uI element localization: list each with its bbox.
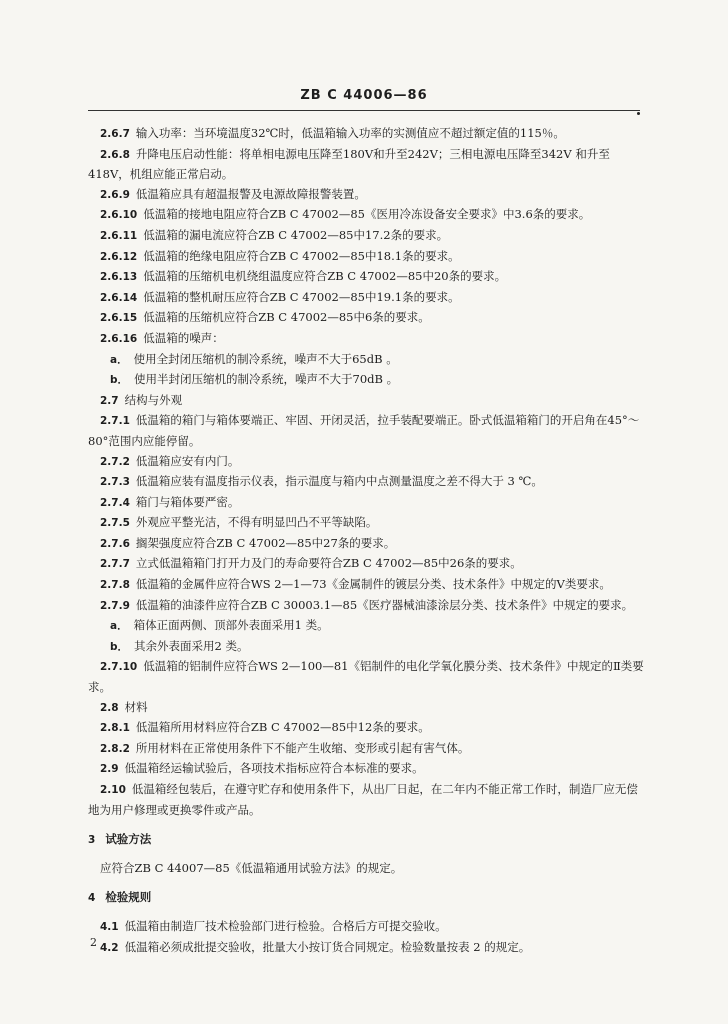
list-item: [88, 370, 644, 391]
clause-text: 低温箱经包装后，在遵守贮存和使用条件下，从出厂日起，在二年内不能正常工作时，制造厂应无偿地为用户修理或更换零件或产品。: [88, 782, 638, 817]
clause-paragraph: [88, 596, 644, 617]
clause-text: 低温箱的油漆件应符合ZB C 30003.1—85《医疗器械油漆涂层分类、技术条件》中规定的要求。: [135, 597, 634, 612]
clause-number: 2.6.7: [100, 128, 130, 140]
clause-text: 低温箱应装有温度指示仪表，指示温度与箱内中点测量温度之差不得大于 3 ℃。: [135, 474, 543, 489]
clause-number: 2.6.11: [100, 229, 138, 242]
chapter-title: 检验规则: [105, 890, 152, 905]
clause-text: 低温箱的金属件应符合WS 2—1—73《金属制件的镀层分类、技术条件》中规定的Ⅴ类要求。: [135, 577, 611, 592]
clause-text: 立式低温箱箱门打开力及门的寿命要符合ZB C 47002—85中26条的要求。: [135, 556, 522, 571]
chapter-number: 4: [88, 892, 96, 905]
clause-number: 2.7.8: [100, 579, 130, 592]
clause-text: 低温箱的漏电流应符合ZB C 47002—85中17.2条的要求。: [143, 227, 449, 242]
clause-paragraph: [88, 739, 644, 760]
clause-number: 2.6.9: [100, 188, 130, 201]
scan-dot: [637, 112, 640, 115]
standard-number-header: ZB C 44006—86: [300, 88, 428, 103]
clause-text: 低温箱的箱门与箱体要端正、牢固、开闭灵活，拉手装配要端正。卧式低温箱箱门的开启角在45°～80°范围内应能停留。: [88, 413, 640, 448]
clause-number: 2.7.9: [100, 599, 130, 612]
clause-number: a．: [110, 353, 128, 366]
clause-paragraph: [88, 452, 644, 473]
clause-text: 材料: [124, 699, 148, 714]
clause-number: 2.6.12: [100, 250, 138, 263]
clause-paragraph: [88, 226, 644, 247]
clause-number: 2.6.8: [100, 148, 130, 161]
chapter-heading-inspection-rules: [88, 888, 644, 909]
document-body: [88, 124, 644, 958]
clause-number: 2.7.6: [100, 537, 130, 550]
clause-text: 低温箱应具有超温报警及电源故障报警装置。: [135, 186, 366, 201]
clause-text: 低温箱的压缩机电机绕组温度应符合ZB C 47002—85中20条的要求。: [143, 269, 507, 284]
clause-paragraph: [88, 938, 644, 959]
clause-paragraph: [88, 247, 644, 268]
clause-paragraph: [88, 554, 644, 575]
clause-text: 外观应平整光洁，不得有明显凹凸不平等缺陷。: [135, 515, 378, 530]
clause-number: 2.7: [100, 394, 119, 407]
clause-text: 低温箱必须成批提交验收，批量大小按订货合同规定。检验数量按表 2 的规定。: [124, 939, 531, 954]
list-item: [88, 616, 644, 637]
clause-text: 低温箱的压缩机应符合ZB C 47002—85中6条的要求。: [143, 310, 430, 325]
clause-text: 低温箱的噪声：: [143, 330, 224, 345]
clause-paragraph: [88, 185, 644, 206]
clause-paragraph: [88, 657, 644, 697]
header-rule: [88, 110, 640, 111]
clause-paragraph: [88, 308, 644, 329]
clause-paragraph: [88, 205, 644, 226]
clause-number: 2.6.10: [100, 209, 138, 222]
clause-paragraph: [88, 493, 644, 514]
clause-paragraph: [88, 124, 644, 145]
clause-paragraph: [88, 391, 644, 412]
clause-number: 2.7.1: [100, 415, 130, 428]
clause-text: 低温箱的接地电阻应符合ZB C 47002—85《医用冷冻设备安全要求》中3.6条的要求。: [143, 207, 591, 222]
clause-paragraph: [88, 780, 644, 820]
clause-number: 2.7.7: [100, 558, 130, 571]
clause-text: 低温箱的铝制件应符合WS 2—100—81《铝制件的电化学氧化膜分类、技术条件》中规定的Ⅱ类要求。: [88, 659, 644, 695]
clause-number: 2.8.2: [100, 742, 130, 755]
list-item: [88, 637, 644, 658]
clause-number: 2.10: [100, 784, 126, 796]
clause-paragraph: [88, 329, 644, 350]
clause-text: 其余外表面采用2 类。: [134, 638, 249, 653]
page-number: 2: [90, 936, 97, 949]
clause-number: 2.8: [100, 701, 119, 714]
clause-number: 2.6.15: [100, 312, 138, 325]
clause-number: 2.6.14: [100, 291, 138, 304]
clause-text: 箱门与箱体要严密。: [135, 494, 240, 509]
clause-text: 低温箱的绝缘电阻应符合ZB C 47002—85中18.1条的要求。: [143, 248, 460, 263]
clause-number: 4.1: [100, 920, 119, 933]
clause-text: 低温箱经运输试验后，各项技术指标应符合本标准的要求。: [124, 761, 424, 776]
clause-number: b．: [110, 640, 129, 653]
list-item: [88, 350, 644, 371]
clause-text: 箱体正面两侧、顶部外表面采用1 类。: [133, 618, 329, 633]
chapter-body: 应符合ZB C 44007—85《低温箱通用试验方法》的规定。: [100, 860, 403, 875]
clause-text: 使用半封闭压缩机的制冷系统，噪声不大于70dB 。: [134, 372, 399, 387]
clause-text: 所用材料在正常使用条件下不能产生收缩、变形或引起有害气体。: [135, 740, 470, 755]
clause-text: 输入功率：当环境温度32℃时，低温箱输入功率的实测值应不超过额定值的115％。: [135, 126, 565, 140]
clause-text: 使用全封闭压缩机的制冷系统，噪声不大于65dB 。: [133, 351, 398, 366]
clause-paragraph: [88, 534, 644, 555]
clause-paragraph: [88, 917, 644, 938]
clause-paragraph: [88, 513, 644, 534]
clause-paragraph: [88, 472, 644, 493]
clause-text: 结构与外观: [124, 392, 183, 407]
clause-text: 搁架强度应符合ZB C 47002—85中27条的要求。: [135, 535, 396, 550]
clause-text: 低温箱由制造厂技术检验部门进行检验。合格后方可提交验收。: [124, 918, 447, 933]
clause-number: 4.2: [100, 941, 119, 954]
clause-text: 升降电压启动性能：将单相电源电压降至180V和升至242V；三相电源电压降至342V 和升至418V，机组应能正常启动。: [88, 146, 610, 182]
chapter-heading-test-methods: [88, 830, 644, 851]
clause-number: 2.8.1: [100, 722, 130, 735]
clause-number: 2.7.10: [100, 661, 138, 674]
chapter-number: 3: [88, 834, 96, 847]
clause-number: 2.6.16: [100, 332, 138, 345]
clause-number: 2.6.13: [100, 271, 138, 284]
clause-text: 低温箱所用材料应符合ZB C 47002—85中12条的要求。: [135, 720, 430, 735]
clause-paragraph: [88, 411, 644, 451]
clause-number: 2.7.2: [100, 455, 130, 468]
clause-text: 低温箱应安有内门。: [135, 453, 240, 468]
clause-paragraph: [88, 288, 644, 309]
clause-number: b．: [110, 374, 129, 387]
clause-paragraph: [88, 718, 644, 739]
clause-number: 2.9: [100, 763, 119, 776]
clause-paragraph: [88, 698, 644, 719]
clause-text: 低温箱的整机耐压应符合ZB C 47002—85中19.1条的要求。: [143, 289, 460, 304]
chapter-title: 试验方法: [105, 832, 152, 847]
clause-paragraph: [88, 759, 644, 780]
clause-paragraph: [88, 145, 644, 185]
clause-paragraph: [88, 575, 644, 596]
clause-number: 2.7.4: [100, 496, 130, 509]
clause-paragraph: [88, 267, 644, 288]
clause-number: a．: [110, 620, 128, 633]
clause-number: 2.7.3: [100, 476, 130, 489]
clause-number: 2.7.5: [100, 517, 130, 530]
